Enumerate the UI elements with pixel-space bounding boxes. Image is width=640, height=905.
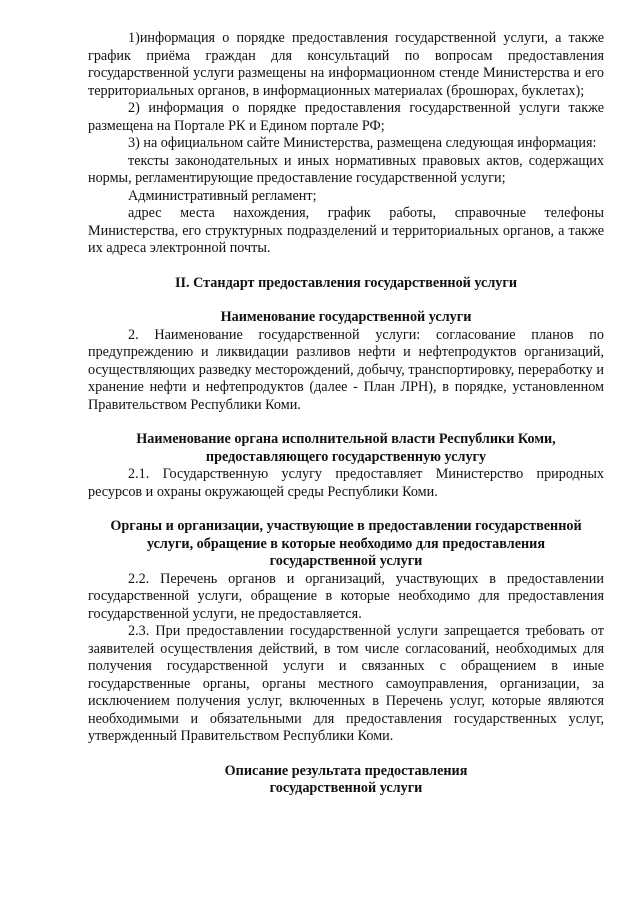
intro-paragraph-5: Административный регламент; <box>128 187 317 204</box>
organizations-heading-line-1: Органы и организации, участвующие в предоставлении государственной <box>110 518 582 534</box>
intro-paragraph-2: 2) информация о порядке предоставления государственной услуги также размещена на Портале РК и Едином портале РФ; <box>88 100 604 134</box>
document-page <box>88 30 604 798</box>
intro-paragraph-3: 3) на официальном сайте Министерства, размещена следующая информация: <box>128 135 597 151</box>
intro-paragraph-4: тексты законодательных и иных нормативных правовых актов, содержащих нормы, регламентирующие предоставление государственной услуги; <box>88 152 604 186</box>
result-heading-line-2: государственной услуги <box>269 780 423 796</box>
service-name-heading: Наименование государственной услуги <box>220 309 472 325</box>
section-title: II. Стандарт предоставления государственной услуги <box>174 274 518 291</box>
result-heading-line-1: Описание результата предоставления <box>224 762 468 779</box>
authority-heading-line-2: предоставляющего государственную услугу <box>205 448 487 465</box>
authority-text: 2.1. Государственную услугу предоставляет Министерство природных ресурсов и охраны окружающей среды Республики Коми. <box>88 466 604 500</box>
organizations-text-1: 2.2. Перечень органов и организаций, участвующих в предоставлении государственной услуги, обращение в которые необходимо для предоставления государственной услуги, не предоставляется. <box>88 570 604 622</box>
organizations-text-2: 2.3. При предоставлении государственной услуги запрещается требовать от заявителей осуществления действий, в том числе согласований, необходимых для получения государственной услуги и связанных с обращением в иные государственные органы, органы местного самоуправления, организации, за исключением получения услуг, включенных в Перечень услуг, которые являются необходимыми и обязательными для предоставления государственных услуг, утвержденный Правительством Республики Коми. <box>88 623 604 744</box>
intro-paragraph-1: 1)информация о порядке предоставления государственной услуги, а также график приёма граждан для консультаций по вопросам предоставления государственной услуги размещены на информационном стенде Министерства и его территориальных органов, в информационных материалах (брошюрах, буклетах); <box>88 30 604 99</box>
intro-paragraph-6: адрес места нахождения, график работы, справочные телефоны Министерства, его структурных подразделений и территориальных органов, а также их адреса электронной почты. <box>88 205 604 256</box>
authority-heading-line-1: Наименование органа исполнительной власти Республики Коми, <box>136 431 556 447</box>
organizations-heading-line-2: услуги, обращение в которые необходимо для предоставления <box>146 535 546 552</box>
service-name-text: 2. Наименование государственной услуги: согласование планов по предупреждению и ликвидации разливов нефти и нефтепродуктов организаций, осуществляющих разведку месторождений, добычу, транспортировку, переработку и хранение нефти и нефтепродуктов (далее - План ЛРН), в порядке, установленном Правительством Республики Коми. <box>88 326 604 413</box>
organizations-heading-line-3: государственной услуги <box>269 553 423 569</box>
